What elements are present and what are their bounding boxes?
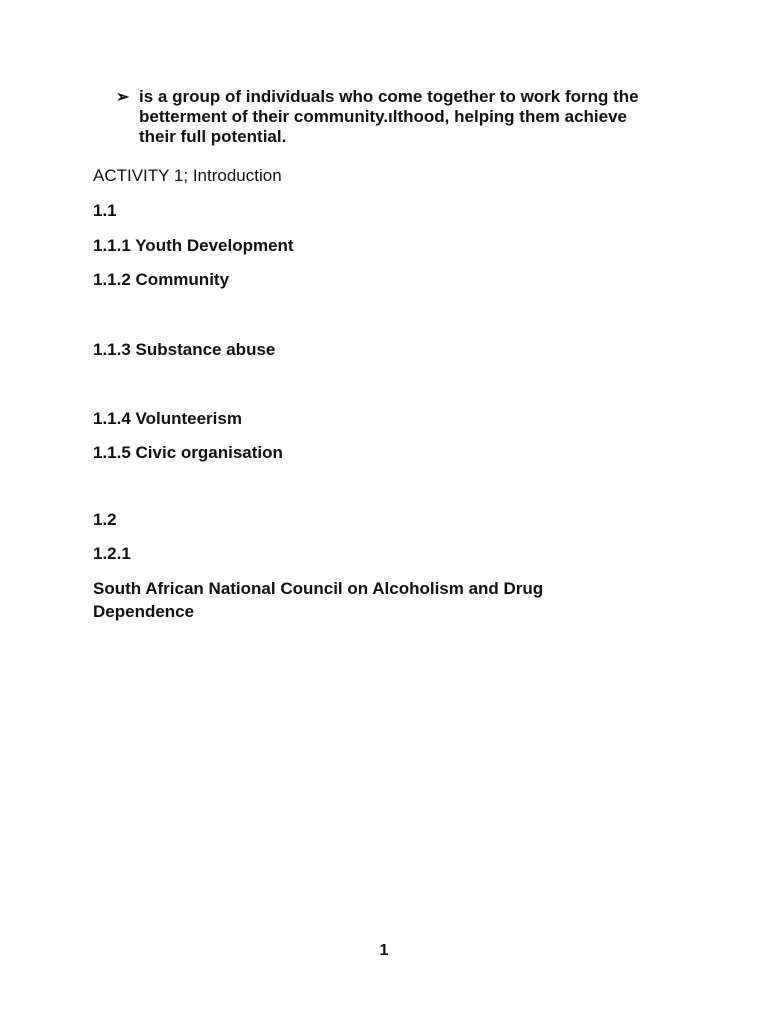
organisation-name: South African National Council on Alcoholism and Drug Dependence xyxy=(93,579,544,621)
arrow-bullet-icon: ➢ xyxy=(116,89,130,106)
bullet-text: is a group of individuals who come together to work forng the betterment of their community.ılthood, helping them achieve their full potential. xyxy=(139,87,639,146)
section-1-1-1: 1.1.1 Youth Development xyxy=(93,236,294,255)
section-1-2: 1.2 xyxy=(93,510,117,529)
activity-heading: ACTIVITY 1; Introduction xyxy=(93,166,282,185)
section-1-1-4: 1.1.4 Volunteerism xyxy=(93,409,242,428)
page-number: 1 xyxy=(379,942,389,959)
section-1-1-3: 1.1.3 Substance abuse xyxy=(93,340,276,359)
section-1-1-5: 1.1.5 Civic organisation xyxy=(93,443,283,462)
section-1-2-1: 1.2.1 xyxy=(93,544,131,563)
section-1-1-2: 1.1.2 Community xyxy=(93,270,230,289)
section-1-1: 1.1 xyxy=(93,201,117,220)
